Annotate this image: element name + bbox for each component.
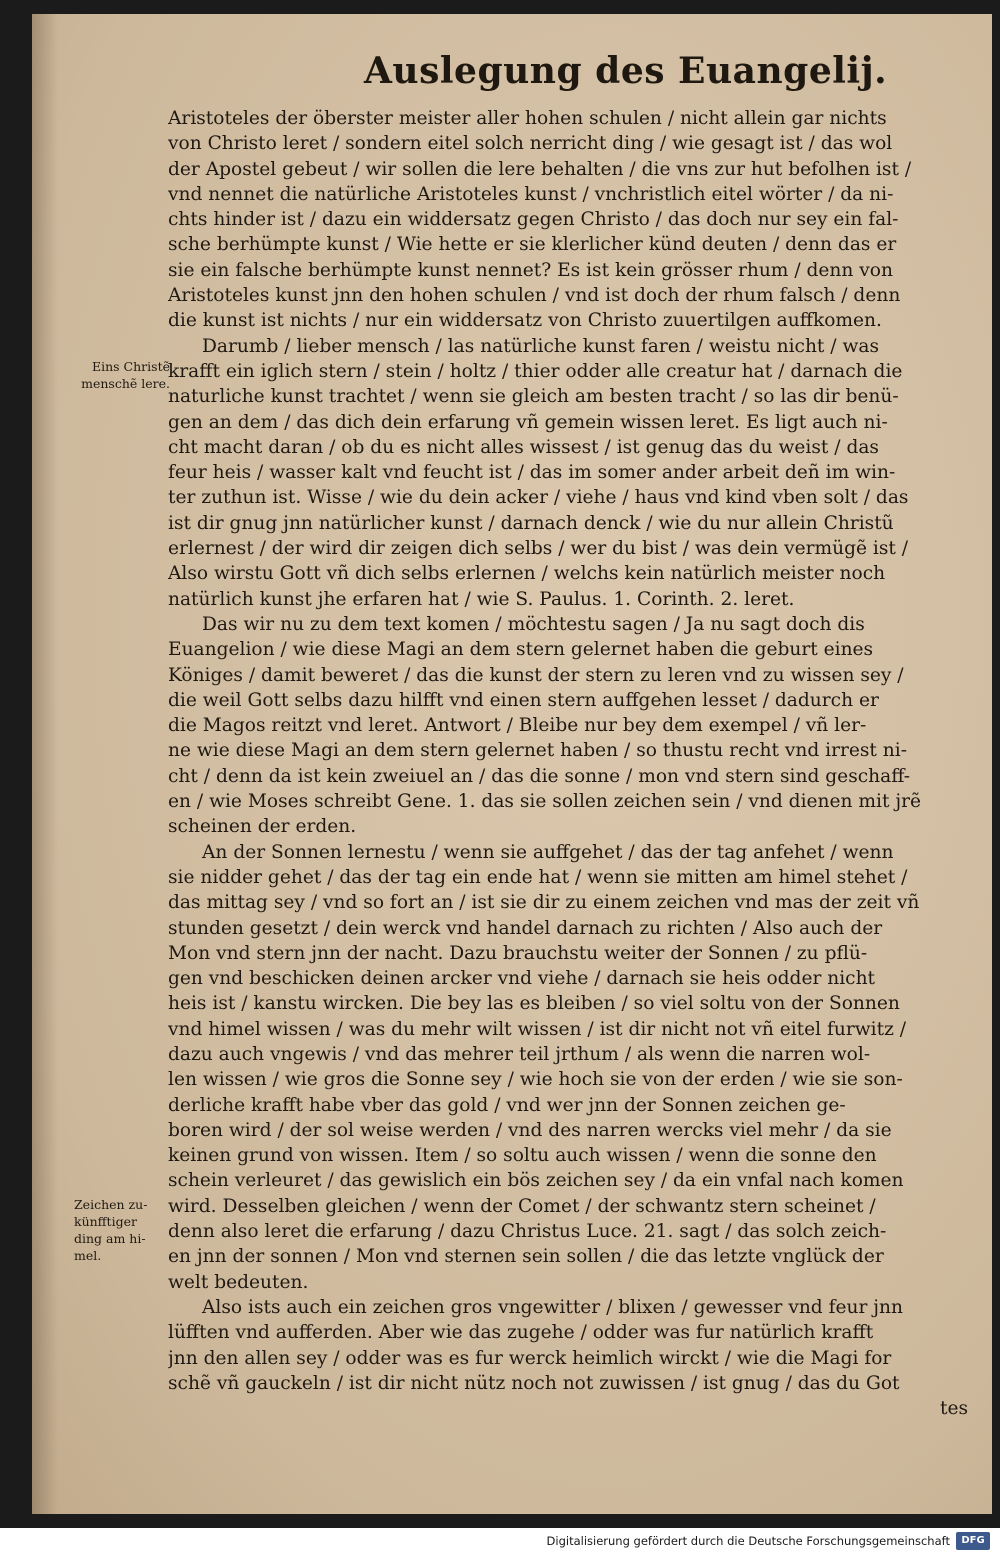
text-line: vnd himel wissen / was du mehr wilt wissen / ist dir nicht not vñ eitel furwitz /	[168, 1018, 907, 1040]
text-line: Das wir nu zu dem text komen / möchtestu sagen / Ja nu sagt doch dis	[202, 613, 865, 635]
text-line: die kunst ist nichts / nur ein widdersatz von Christo zuuertilgen auffkomen.	[168, 310, 882, 332]
text-line: Aristoteles der öberster meister aller hohen schulen / nicht allein gar nichts	[168, 108, 887, 129]
text-line: dazu auch vngewis / vnd das mehrer teil jrthum / als wenn die narren wol-	[168, 1043, 871, 1065]
text-line: sche berhümpte kunst / Wie hette er sie klerlicher künd deuten / denn das er	[168, 234, 897, 256]
text-line: ist dir gnug jnn natürlicher kunst / darnach denck / wie du nur allein Christũ	[168, 512, 894, 534]
funding-notice: Digitalisierung gefördert durch die Deutsche Forschungsgemeinschaft	[546, 1534, 950, 1548]
text-line: erlernest / der wird dir zeigen dich selbs / wer du bist / was dein vermügẽ ist /	[168, 538, 909, 560]
text-line: chts hinder ist / dazu ein widdersatz gegen Christo / das doch nur sey ein fal-	[168, 209, 899, 231]
text-line: vnd nennet die natürliche Aristoteles kunst / vnchristlich eitel wörter / da ni-	[168, 183, 894, 205]
dfg-logo: DFG	[956, 1532, 990, 1550]
marginal-line: Eins Christẽ	[92, 359, 170, 374]
text-line: Also ists auch ein zeichen gros vngewitter / blixen / gewesser vnd feur jnn	[202, 1296, 903, 1318]
text-line: das mittag sey / vnd so fort an / ist sie dir zu einem zeichen vnd mas der zeit vñ	[168, 892, 920, 914]
running-head: Auslegung des Euangelij.	[364, 50, 888, 92]
text-line: An der Sonnen lernestu / wenn sie auffgehet / das der tag anfehet / wenn	[202, 841, 894, 863]
text-line: feur heis / wasser kalt vnd feucht ist / das im somer ander arbeit deñ im win-	[168, 462, 896, 484]
text-line: scheinen der erden.	[168, 816, 357, 838]
book-page	[32, 14, 992, 1514]
text-line: Euangelion / wie diese Magi an dem stern gelernet haben die geburt eines	[168, 639, 874, 661]
text-line: von Christo leret / sondern eitel solch nerricht ding / wie gesagt ist / das wol	[168, 133, 893, 155]
text-line: Darumb / lieber mensch / las natürliche kunst faren / weistu nicht / was	[202, 335, 880, 357]
text-line: welt bedeuten.	[168, 1271, 309, 1293]
text-line: Königes / damit beweret / das die kunst der stern zu leren vnd zu wissen sey /	[168, 664, 904, 686]
text-line: cht / denn da ist kein zweiuel an / das die sonne / mon vnd stern sind geschaff-	[168, 765, 911, 787]
text-line: der Apostel gebeut / wir sollen die lere behalten / die vns zur hut befolhen ist /	[168, 158, 912, 180]
text-line: naturliche kunst trachtet / wenn sie gleich am besten tracht / so las dir benü-	[168, 386, 899, 408]
text-line: stunden gesetzt / dein werck vnd handel darnach zu richten / Also auch der	[168, 917, 883, 939]
text-line: derliche krafft habe vber das gold / vnd wer jnn der Sonnen zeichen ge-	[168, 1094, 846, 1116]
text-line: boren wird / der sol weise werden / vnd des narren wercks viel mehr / da sie	[168, 1119, 892, 1141]
text-line: wird. Desselben gleichen / wenn der Comet / der schwantz stern scheinet /	[168, 1195, 876, 1217]
text-line: gen an dem / das dich dein erfarung vñ gemein wissen leret. Es ligt auch ni-	[168, 411, 888, 433]
text-line: natürlich kunst jhe erfaren hat / wie S. Paulus. 1. Corinth. 2. leret.	[168, 588, 795, 610]
text-line: schein verleuret / das gewislich ein bös zeichen sey / da ein vnfal nach komen	[168, 1170, 904, 1192]
text-line: gen vnd beschicken deinen arcker vnd viehe / darnach sie heis odder nicht	[168, 968, 876, 990]
text-line: die weil Gott selbs dazu hilfft vnd einen stern auffgehen lesset / dadurch er	[168, 689, 879, 711]
marginal-line: mel.	[74, 1248, 102, 1263]
body-text	[168, 106, 968, 1421]
text-line: Also wirstu Gott vñ dich selbs erlernen / welchs kein natürlich meister noch	[168, 563, 886, 585]
text-line: krafft ein iglich stern / stein / holtz / thier odder alle creatur hat / darnach die	[168, 360, 903, 382]
text-line: en / wie Moses schreibt Gene. 1. das sie sollen zeichen sein / vnd dienen mit jrẽ	[168, 791, 922, 813]
text-line: cht macht daran / ob du es nicht alles wissest / ist genug das du weist / das	[168, 436, 879, 458]
text-line: Aristoteles kunst jnn den hohen schulen / vnd ist doch der rhum falsch / denn	[168, 285, 901, 307]
marginal-line: menschẽ lere.	[81, 376, 170, 391]
text-line: ne wie diese Magi an dem stern gelernet haben / so thustu recht vnd irrest ni-	[168, 740, 907, 762]
text-line: en jnn der sonnen / Mon vnd sternen sein sollen / die das letzte vnglück der	[168, 1246, 884, 1268]
text-line: schẽ vñ gauckeln / ist dir nicht nütz noch not zuwissen / ist gnug / das du Got	[168, 1372, 900, 1394]
text-line: Mon vnd stern jnn der nacht. Dazu brauchstu weiter der Sonnen / zu pflü-	[168, 942, 868, 964]
text-line: ter zuthun ist. Wisse / wie du dein acker / viehe / haus vnd kind vben solt / das	[168, 487, 909, 509]
catchword: tes	[939, 1398, 968, 1420]
text-line: denn also leret die erfarung / dazu Christus Luce. 21. sagt / das solch zeich-	[168, 1221, 887, 1243]
marginal-note-signs-in-heaven	[74, 1196, 178, 1264]
marginal-line: Zeichen zu-	[74, 1197, 148, 1212]
marginal-line: künfftiger	[74, 1214, 137, 1229]
marginal-line: ding am hi-	[74, 1231, 146, 1246]
gutter-shadow	[32, 14, 58, 1514]
marginal-note-christian-teaching	[60, 358, 170, 392]
footer-bar	[0, 1528, 1000, 1555]
text-line: len wissen / wie gros die Sonne sey / wie hoch sie von der erden / wie sie son-	[168, 1069, 903, 1091]
text-line: sie nidder gehet / das der tag ein ende hat / wenn sie mitten am himel stehet /	[168, 866, 908, 888]
text-line: heis ist / kanstu wircken. Die bey las es bleiben / so viel soltu von der Sonnen	[168, 993, 900, 1015]
text-line: lüfften vnd aufferden. Aber wie das zugehe / odder was fur natürlich krafft	[168, 1322, 874, 1344]
text-line: jnn den allen sey / odder was es fur werck heimlich wirckt / wie die Magi for	[168, 1347, 892, 1369]
text-line: keinen grund von wissen. Item / so soltu auch wissen / wenn die sonne den	[168, 1145, 877, 1167]
text-line: die Magos reitzt vnd leret. Antwort / Bleibe nur bey dem exempel / vñ ler-	[168, 715, 867, 737]
text-line: sie ein falsche berhümpte kunst nennet? Es ist kein grösser rhum / denn von	[168, 259, 893, 281]
